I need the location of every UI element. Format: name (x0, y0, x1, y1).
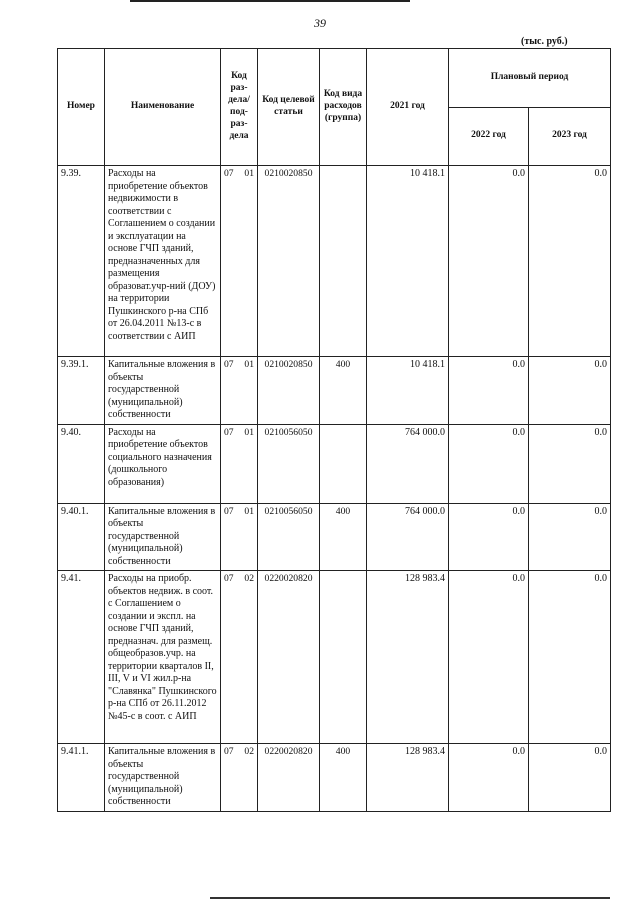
table-row (58, 503, 611, 571)
row-amount-2022: 0.0 (449, 744, 529, 812)
row-amount-2023: 0.0 (529, 503, 611, 571)
table-row (58, 571, 611, 744)
row-amount-2022: 0.0 (449, 357, 529, 425)
row-number: 9.40.1. (58, 503, 105, 571)
units-label: (тыс. руб.) (521, 36, 568, 47)
row-amount-2021: 764 000.0 (367, 503, 449, 571)
header-2021: 2021 год (367, 49, 449, 166)
row-target-code: 0220020820 (258, 571, 320, 744)
bottom-rule (210, 897, 610, 899)
table-row (58, 744, 611, 812)
budget-table (57, 48, 611, 812)
table-row (58, 424, 611, 503)
header-group-code: Код вида расходов (группа) (320, 49, 367, 166)
header-number: Номер (58, 49, 105, 166)
row-amount-2021: 128 983.4 (367, 571, 449, 744)
row-name: Капитальные вложения в объекты государственной (муниципальной) собственности (105, 357, 221, 425)
top-rule (130, 0, 410, 2)
row-section-code: 07 02 (221, 571, 258, 744)
table-row (58, 166, 611, 357)
row-name: Расходы на приобр. объектов недвиж. в соот. с Соглашением о создании и экспл. на основе ГЧП зданий, предназнач. для размещ. общеобразов.учр. на территории кварталов II, III, V и VI жил.р-на "Славянка" Пушкинского р-на СПб от 26.11.2012 №45-с в соот. с АИП (105, 571, 221, 744)
row-amount-2023: 0.0 (529, 357, 611, 425)
row-number: 9.41. (58, 571, 105, 744)
row-name: Капитальные вложения в объекты государственной (муниципальной) собственности (105, 744, 221, 812)
row-amount-2022: 0.0 (449, 503, 529, 571)
row-amount-2022: 0.0 (449, 424, 529, 503)
row-group-code (320, 166, 367, 357)
row-section-code: 07 02 (221, 744, 258, 812)
row-amount-2022: 0.0 (449, 571, 529, 744)
header-name: Наименование (105, 49, 221, 166)
row-amount-2021: 128 983.4 (367, 744, 449, 812)
row-target-code: 0210056050 (258, 503, 320, 571)
row-amount-2023: 0.0 (529, 424, 611, 503)
row-target-code: 0210056050 (258, 424, 320, 503)
row-amount-2022: 0.0 (449, 166, 529, 357)
row-amount-2023: 0.0 (529, 744, 611, 812)
row-name: Капитальные вложения в объекты государственной (муниципальной) собственности (105, 503, 221, 571)
page-number: 39 (314, 16, 326, 30)
row-number: 9.39. (58, 166, 105, 357)
row-section-code: 07 01 (221, 503, 258, 571)
row-target-code: 0220020820 (258, 744, 320, 812)
row-amount-2021: 764 000.0 (367, 424, 449, 503)
row-group-code: 400 (320, 744, 367, 812)
row-amount-2021: 10 418.1 (367, 357, 449, 425)
header-section-code: Код раз-дела/под-раз-дела (221, 49, 258, 166)
row-section-code: 07 01 (221, 166, 258, 357)
header-2023: 2023 год (529, 107, 611, 166)
row-name: Расходы на приобретение объектов социального назначения (дошкольного образования) (105, 424, 221, 503)
row-target-code: 0210020850 (258, 357, 320, 425)
row-amount-2023: 0.0 (529, 166, 611, 357)
row-number: 9.41.1. (58, 744, 105, 812)
row-number: 9.40. (58, 424, 105, 503)
row-number: 9.39.1. (58, 357, 105, 425)
row-target-code: 0210020850 (258, 166, 320, 357)
row-amount-2021: 10 418.1 (367, 166, 449, 357)
table-row (58, 357, 611, 425)
row-group-code: 400 (320, 357, 367, 425)
row-section-code: 07 01 (221, 424, 258, 503)
row-amount-2023: 0.0 (529, 571, 611, 744)
header-planning-period: Плановый период (449, 49, 611, 108)
row-group-code: 400 (320, 503, 367, 571)
row-group-code (320, 424, 367, 503)
row-name: Расходы на приобретение объектов недвижимости в соответствии с Соглашением о создании и эксплуатации на основе ГЧП зданий, предназначенных для размещения образоват.учр-ний (ДОУ) на территории Пушкинского р-на СПб от 26.04.2011 №13-с в соответствии с АИП (105, 166, 221, 357)
row-section-code: 07 01 (221, 357, 258, 425)
header-2022: 2022 год (449, 107, 529, 166)
row-group-code (320, 571, 367, 744)
header-target-code: Код целевой статьи (258, 49, 320, 166)
